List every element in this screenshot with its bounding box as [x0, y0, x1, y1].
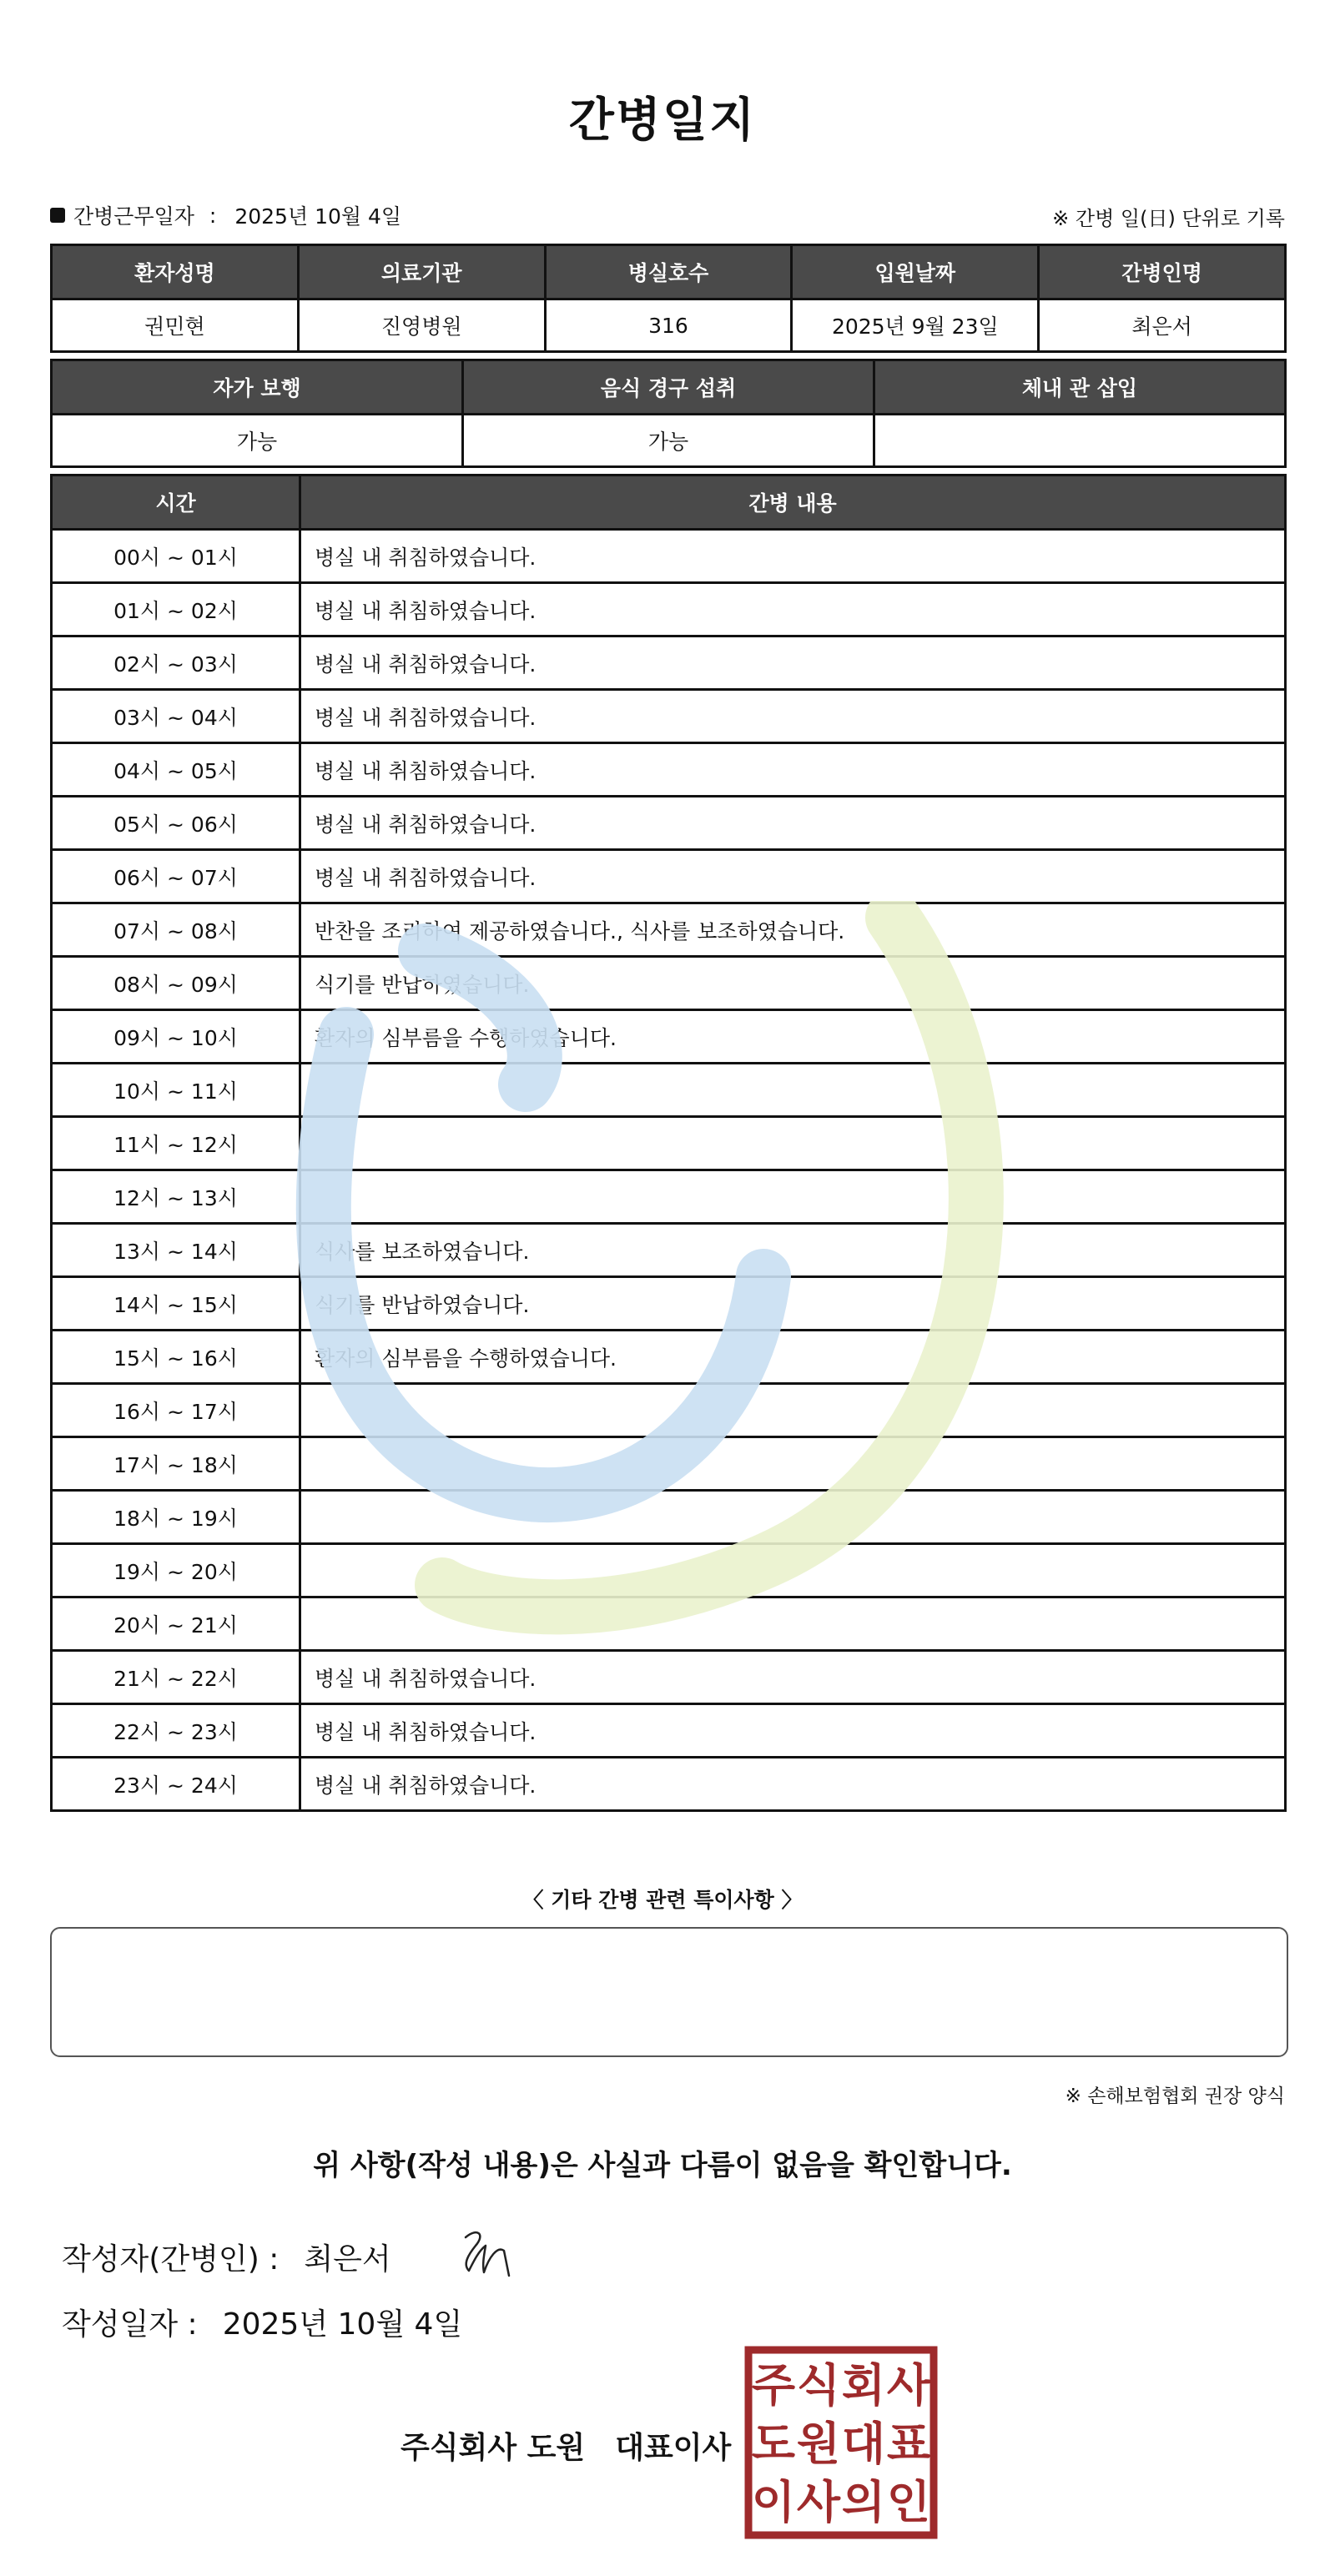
- care-log-time: 12시 ~ 13시: [52, 1170, 300, 1224]
- writer-label: 작성자(간병인) :: [62, 2242, 280, 2277]
- care-log-row: [52, 1331, 1286, 1384]
- room-number: 316: [545, 299, 792, 352]
- seal-character: 인: [886, 2476, 931, 2528]
- care-log-content: 식사를 보조하였습니다.: [300, 1224, 1286, 1277]
- seal-character: 표: [886, 2418, 931, 2470]
- seal-character: 사: [886, 2359, 931, 2412]
- bullet-square-icon: [50, 208, 65, 223]
- care-log-header-row: [52, 475, 1286, 530]
- care-log-time: 00시 ~ 01시: [52, 530, 300, 583]
- care-log-time: 07시 ~ 08시: [52, 903, 300, 957]
- seal-character: 사: [796, 2476, 841, 2528]
- company-representative: 대표이사: [615, 2431, 732, 2465]
- company-seal-stamp: [744, 2346, 938, 2539]
- care-log-time: 01시 ~ 02시: [52, 583, 300, 636]
- header-admission-date: 입원날짜: [792, 245, 1039, 299]
- patient-info-table: [50, 244, 1287, 353]
- care-log-content: 병실 내 취침하였습니다.: [300, 583, 1286, 636]
- special-notes-box: [50, 1927, 1288, 2057]
- header-time: 시간: [52, 475, 300, 530]
- care-log-row: [52, 1064, 1286, 1117]
- work-date-value: 2025년 10월 4일: [234, 204, 402, 229]
- care-log-row: [52, 1170, 1286, 1224]
- written-date-line: [62, 2301, 462, 2343]
- patient-name: 권민현: [52, 299, 299, 352]
- care-log-content: 환자의 심부름을 수행하였습니다.: [300, 1331, 1286, 1384]
- care-log-content: 병실 내 취침하였습니다.: [300, 1651, 1286, 1704]
- care-log-row: [52, 1224, 1286, 1277]
- written-date-value: 2025년 10월 4일: [222, 2307, 463, 2342]
- self-walking-value: 가능: [52, 415, 463, 467]
- header-self-walking: 자가 보행: [52, 360, 463, 415]
- care-log-row: [52, 1544, 1286, 1597]
- care-log-content: [300, 1597, 1286, 1651]
- care-log-row: [52, 1704, 1286, 1758]
- work-date-separator: :: [209, 203, 217, 228]
- header-care-content: 간병 내용: [300, 475, 1286, 530]
- care-log-row: [52, 850, 1286, 903]
- care-log-time: 20시 ~ 21시: [52, 1597, 300, 1651]
- seal-character: 도: [751, 2418, 796, 2470]
- care-log-row: [52, 530, 1286, 583]
- care-log-row: [52, 1010, 1286, 1064]
- care-log-row: [52, 1758, 1286, 1811]
- work-date-label: 간병근무일자: [73, 204, 194, 229]
- care-log-row: [52, 797, 1286, 850]
- patient-info-value-row: [52, 299, 1286, 352]
- care-log-content: 병실 내 취침하였습니다.: [300, 1758, 1286, 1811]
- header-room-number: 병실호수: [545, 245, 792, 299]
- seal-character: 원: [796, 2418, 841, 2470]
- association-recommended-form-note: ※ 손해보험협회 권장 양식: [1065, 2085, 1285, 2107]
- care-log-row: [52, 636, 1286, 690]
- care-log-content: 병실 내 취침하였습니다.: [300, 636, 1286, 690]
- care-log-content: 식기를 반납하였습니다.: [300, 957, 1286, 1010]
- care-log-row: [52, 1277, 1286, 1331]
- care-log-content: [300, 1064, 1286, 1117]
- seal-character: 식: [796, 2359, 841, 2412]
- care-log-time: 17시 ~ 18시: [52, 1437, 300, 1491]
- care-log-content: [300, 1170, 1286, 1224]
- care-log-time: 10시 ~ 11시: [52, 1064, 300, 1117]
- seal-character: 회: [841, 2359, 886, 2412]
- care-log-row: [52, 1597, 1286, 1651]
- header-hospital: 의료기관: [298, 245, 545, 299]
- care-log-row: [52, 1384, 1286, 1437]
- care-log-time: 15시 ~ 16시: [52, 1331, 300, 1384]
- tube-insertion-value: [874, 415, 1286, 467]
- care-log-time: 13시 ~ 14시: [52, 1224, 300, 1277]
- care-log-content: [300, 1384, 1286, 1437]
- hourly-care-log-table: [50, 474, 1287, 1812]
- document-title: 간병일지: [568, 93, 757, 148]
- caregiver-name: 최은서: [1039, 299, 1286, 352]
- handwritten-signature: [457, 2221, 524, 2279]
- care-log-content: 환자의 심부름을 수행하였습니다.: [300, 1010, 1286, 1064]
- care-log-row: [52, 957, 1286, 1010]
- care-log-content: 병실 내 취침하였습니다.: [300, 797, 1286, 850]
- special-notes-title: 〈 기타 간병 관련 특이사항 〉: [522, 1888, 803, 1912]
- care-log-content: 병실 내 취침하였습니다.: [300, 530, 1286, 583]
- hospital-name: 진영병원: [298, 299, 545, 352]
- company-signature-line: [401, 2424, 731, 2467]
- care-log-time: 14시 ~ 15시: [52, 1277, 300, 1331]
- care-log-row: [52, 1491, 1286, 1544]
- care-log-row: [52, 903, 1286, 957]
- patient-status-header-row: [52, 360, 1286, 415]
- admission-date: 2025년 9월 23일: [792, 299, 1039, 352]
- seal-character: 의: [841, 2476, 886, 2528]
- care-log-content: 병실 내 취침하였습니다.: [300, 743, 1286, 797]
- care-log-content: 병실 내 취침하였습니다.: [300, 1704, 1286, 1758]
- care-log-time: 06시 ~ 07시: [52, 850, 300, 903]
- care-log-row: [52, 690, 1286, 743]
- care-log-time: 19시 ~ 20시: [52, 1544, 300, 1597]
- care-log-row: [52, 743, 1286, 797]
- seal-character: 주: [751, 2359, 796, 2412]
- writer-line: [62, 2236, 391, 2278]
- company-name: 주식회사 도원: [401, 2431, 586, 2465]
- care-log-content: 병실 내 취침하였습니다.: [300, 690, 1286, 743]
- header-caregiver-name: 간병인명: [1039, 245, 1286, 299]
- patient-status-table: [50, 359, 1287, 468]
- care-log-content: [300, 1437, 1286, 1491]
- care-log-time: 05시 ~ 06시: [52, 797, 300, 850]
- work-date-line: [50, 200, 401, 230]
- care-log-row: [52, 1437, 1286, 1491]
- care-log-content: 병실 내 취침하였습니다.: [300, 850, 1286, 903]
- care-log-time: 03시 ~ 04시: [52, 690, 300, 743]
- care-log-time: 22시 ~ 23시: [52, 1704, 300, 1758]
- written-date-label: 작성일자 :: [62, 2307, 198, 2342]
- patient-info-header-row: [52, 245, 1286, 299]
- seal-character: 대: [841, 2418, 886, 2470]
- care-log-time: 09시 ~ 10시: [52, 1010, 300, 1064]
- header-tube-insertion: 체내 관 삽입: [874, 360, 1286, 415]
- patient-status-value-row: [52, 415, 1286, 467]
- care-log-time: 11시 ~ 12시: [52, 1117, 300, 1170]
- care-log-time: 16시 ~ 17시: [52, 1384, 300, 1437]
- care-log-time: 21시 ~ 22시: [52, 1651, 300, 1704]
- care-log-time: 23시 ~ 24시: [52, 1758, 300, 1811]
- care-log-row: [52, 583, 1286, 636]
- care-log-time: 04시 ~ 05시: [52, 743, 300, 797]
- care-log-content: [300, 1117, 1286, 1170]
- writer-name: 최은서: [304, 2242, 391, 2277]
- care-log-row: [52, 1651, 1286, 1704]
- record-unit-note: ※ 간병 일(日) 단위로 기록: [1052, 207, 1285, 230]
- seal-character: 이: [751, 2476, 796, 2528]
- header-oral-intake: 음식 경구 섭취: [463, 360, 874, 415]
- care-log-time: 02시 ~ 03시: [52, 636, 300, 690]
- confirmation-statement: 위 사항(작성 내용)은 사실과 다름이 없음을 확인합니다.: [313, 2149, 1012, 2182]
- header-patient-name: 환자성명: [52, 245, 299, 299]
- care-log-content: [300, 1491, 1286, 1544]
- care-log-content: 식기를 반납하였습니다.: [300, 1277, 1286, 1331]
- care-log-content: [300, 1544, 1286, 1597]
- care-log-row: [52, 1117, 1286, 1170]
- oral-intake-value: 가능: [463, 415, 874, 467]
- care-log-time: 08시 ~ 09시: [52, 957, 300, 1010]
- care-log-time: 18시 ~ 19시: [52, 1491, 300, 1544]
- care-log-content: 반찬을 조리하여 제공하였습니다., 식사를 보조하였습니다.: [300, 903, 1286, 957]
